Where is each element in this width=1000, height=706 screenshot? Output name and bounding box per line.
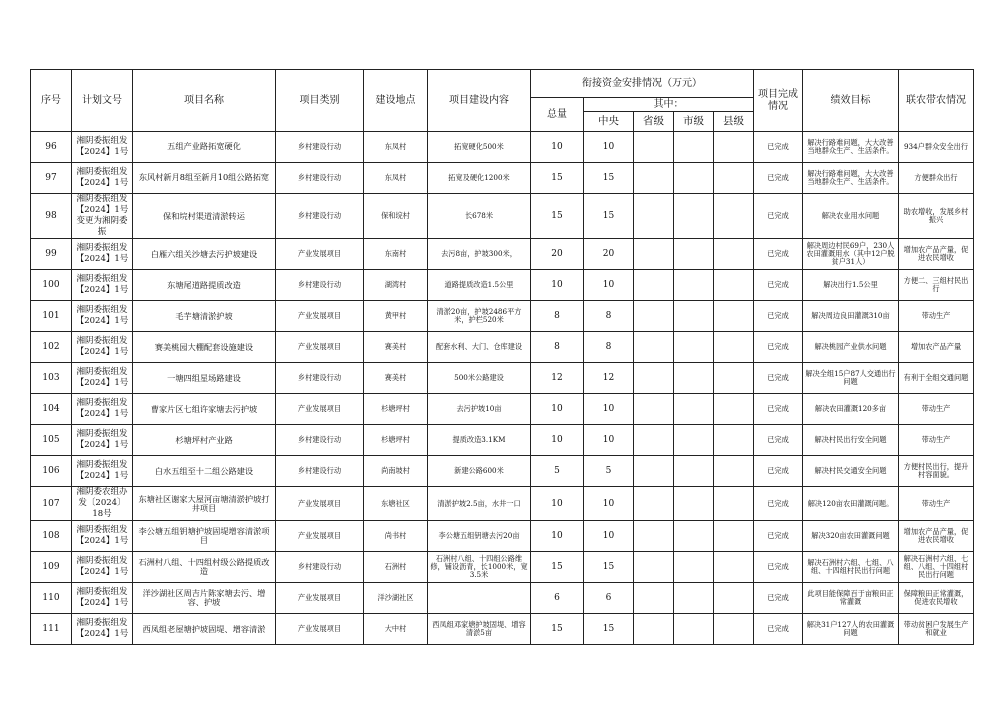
cell-municipal — [674, 487, 714, 521]
cell-linkage: 有利于全组交通问题 — [899, 363, 974, 394]
cell-provincial — [634, 394, 674, 425]
cell-municipal — [674, 456, 714, 487]
cell-project-type: 产业发展项目 — [276, 301, 364, 332]
cell-project-name: 杉塘坪村产业路 — [133, 425, 276, 456]
cell-project-type: 产业发展项目 — [276, 583, 364, 614]
cell-project-type: 产业发展项目 — [276, 614, 364, 645]
cell-central: 8 — [584, 332, 634, 363]
cell-completion: 已完成 — [754, 456, 803, 487]
cell-goal: 解决周边良田灌溉310亩 — [803, 301, 899, 332]
table-row — [31, 583, 974, 614]
cell-municipal — [674, 363, 714, 394]
cell-total: 8 — [531, 332, 584, 363]
cell-project-type: 乡村建设行动 — [276, 163, 364, 194]
cell-completion: 已完成 — [754, 239, 803, 270]
cell-provincial — [634, 583, 674, 614]
cell-total: 8 — [531, 301, 584, 332]
cell-project-type: 乡村建设行动 — [276, 552, 364, 583]
cell-municipal — [674, 270, 714, 301]
cell-total: 10 — [531, 425, 584, 456]
cell-central: 10 — [584, 487, 634, 521]
cell-seq: 103 — [31, 363, 72, 394]
cell-location: 东南村 — [364, 239, 428, 270]
cell-county — [714, 239, 754, 270]
cell-seq: 109 — [31, 552, 72, 583]
cell-goal: 解决周边村民69户，230人农田灌溉用水（其中12户脱贫户31人） — [803, 239, 899, 270]
cell-county — [714, 270, 754, 301]
cell-central: 20 — [584, 239, 634, 270]
cell-project-type: 产业发展项目 — [276, 521, 364, 552]
cell-goal: 解决行路难问题，大大改善当地群众生产、生活条件。 — [803, 163, 899, 194]
cell-goal: 此项目能保障百于亩粮田正常灌溉 — [803, 583, 899, 614]
cell-seq: 100 — [31, 270, 72, 301]
cell-plan-doc: 湘阴委振组发【2024】1号 — [72, 363, 133, 394]
cell-content: 清淤20亩，护坡2486平方米，护栏520米 — [428, 301, 531, 332]
cell-content: 拓宽及硬化1200米 — [428, 163, 531, 194]
cell-goal: 解决120亩农田灌溉问题。 — [803, 487, 899, 521]
header-goal: 绩效目标 — [803, 70, 899, 132]
cell-plan-doc: 湘阴委振组发【2024】1号 — [72, 552, 133, 583]
cell-seq: 101 — [31, 301, 72, 332]
cell-central: 10 — [584, 394, 634, 425]
cell-provincial — [634, 194, 674, 239]
project-table-sheet — [30, 69, 973, 645]
cell-central: 5 — [584, 456, 634, 487]
cell-linkage: 保障粮田正常灌溉，促进农民增收 — [899, 583, 974, 614]
cell-content: 西凤组邓家塘护坡固堤、增容清淤5亩 — [428, 614, 531, 645]
header-provincial: 省级 — [634, 112, 674, 132]
cell-municipal — [674, 552, 714, 583]
cell-location: 赛美村 — [364, 332, 428, 363]
cell-total: 15 — [531, 163, 584, 194]
cell-linkage: 带动贫困户发展生产和就业 — [899, 614, 974, 645]
cell-seq: 99 — [31, 239, 72, 270]
cell-plan-doc: 湘阴委振组发【2024】1号变更为湘阴委振 — [72, 194, 133, 239]
cell-county — [714, 552, 754, 583]
cell-project-name: 毛芋塘清淤护坡 — [133, 301, 276, 332]
cell-project-name: 东风村新月8组至新月10组公路拓宽 — [133, 163, 276, 194]
header-completion: 项目完成情况 — [754, 70, 803, 132]
cell-plan-doc: 湘阴委振组发【2024】1号 — [72, 132, 133, 163]
cell-goal: 解决石洲村六组、七组、八组、十四组村民出行问题 — [803, 552, 899, 583]
cell-plan-doc: 湘阴委振组发【2024】1号 — [72, 239, 133, 270]
cell-location: 东塘社区 — [364, 487, 428, 521]
cell-municipal — [674, 425, 714, 456]
cell-completion: 已完成 — [754, 521, 803, 552]
cell-project-type: 乡村建设行动 — [276, 456, 364, 487]
cell-provincial — [634, 270, 674, 301]
cell-content: 去污8亩，护坡300米， — [428, 239, 531, 270]
cell-central: 15 — [584, 163, 634, 194]
cell-seq: 107 — [31, 487, 72, 521]
cell-content — [428, 583, 531, 614]
cell-central: 10 — [584, 425, 634, 456]
header-content: 项目建设内容 — [428, 70, 531, 132]
cell-project-name: 西凤组老屋塘护坡固堤、增容清淤 — [133, 614, 276, 645]
header-fund-group: 衔接资金安排情况（万元） — [531, 70, 754, 98]
cell-provincial — [634, 425, 674, 456]
cell-linkage: 带动生产 — [899, 394, 974, 425]
cell-location: 杉塘坪村 — [364, 394, 428, 425]
table-row — [31, 163, 974, 194]
header-of-which: 其中： — [584, 98, 754, 112]
cell-project-name: 赛美桃园大棚配套设施建设 — [133, 332, 276, 363]
header-project-type: 项目类别 — [276, 70, 364, 132]
cell-total: 10 — [531, 521, 584, 552]
cell-county — [714, 163, 754, 194]
cell-project-name: 白水五组至十二组公路建设 — [133, 456, 276, 487]
cell-goal: 解决农业用水问题 — [803, 194, 899, 239]
cell-location: 尚书村 — [364, 521, 428, 552]
cell-plan-doc: 湘阴委农组办发〔2024〕18号 — [72, 487, 133, 521]
cell-goal: 解决出行1.5公里 — [803, 270, 899, 301]
cell-project-type: 产业发展项目 — [276, 394, 364, 425]
cell-central: 6 — [584, 583, 634, 614]
cell-project-name: 一塘四组星场路建设 — [133, 363, 276, 394]
cell-content: 提质改造3.1KM — [428, 425, 531, 456]
cell-plan-doc: 湘阴委振组发【2024】1号 — [72, 425, 133, 456]
cell-county — [714, 194, 754, 239]
cell-completion: 已完成 — [754, 614, 803, 645]
cell-completion: 已完成 — [754, 487, 803, 521]
cell-seq: 102 — [31, 332, 72, 363]
cell-plan-doc: 湘阴委振组发【2024】1号 — [72, 270, 133, 301]
cell-project-name: 东塘尾道路提质改造 — [133, 270, 276, 301]
cell-central: 15 — [584, 614, 634, 645]
cell-plan-doc: 湘阴委振组发【2024】1号 — [72, 301, 133, 332]
cell-linkage: 带动生产 — [899, 487, 974, 521]
header-location: 建设地点 — [364, 70, 428, 132]
cell-provincial — [634, 332, 674, 363]
table-row — [31, 456, 974, 487]
cell-central: 12 — [584, 363, 634, 394]
cell-provincial — [634, 487, 674, 521]
cell-project-type: 乡村建设行动 — [276, 132, 364, 163]
cell-plan-doc: 湘阴委振组发【2024】1号 — [72, 614, 133, 645]
cell-total: 10 — [531, 394, 584, 425]
cell-content: 清淤护坡2.5亩，水井一口 — [428, 487, 531, 521]
cell-plan-doc: 湘阴委振组发【2024】1号 — [72, 163, 133, 194]
cell-linkage: 带动生产 — [899, 301, 974, 332]
cell-content: 新建公路600米 — [428, 456, 531, 487]
cell-content: 长678米 — [428, 194, 531, 239]
cell-completion: 已完成 — [754, 270, 803, 301]
cell-county — [714, 332, 754, 363]
cell-total: 20 — [531, 239, 584, 270]
table-row — [31, 394, 974, 425]
cell-content: 配套水利、大门、仓库建设 — [428, 332, 531, 363]
cell-central: 15 — [584, 194, 634, 239]
cell-county — [714, 394, 754, 425]
project-funding-table — [30, 69, 974, 645]
header-plan-doc: 计划文号 — [72, 70, 133, 132]
table-row — [31, 301, 974, 332]
header-total: 总量 — [531, 98, 584, 132]
cell-central: 10 — [584, 521, 634, 552]
cell-plan-doc: 湘阴委振组发【2024】1号 — [72, 332, 133, 363]
cell-project-type: 乡村建设行动 — [276, 194, 364, 239]
cell-project-name: 保和垸村渠道清淤转运 — [133, 194, 276, 239]
cell-seq: 108 — [31, 521, 72, 552]
table-row — [31, 487, 974, 521]
cell-location: 保和垸村 — [364, 194, 428, 239]
cell-municipal — [674, 301, 714, 332]
cell-plan-doc: 湘阴委振组发【2024】1号 — [72, 456, 133, 487]
cell-goal: 解决村民出行安全问题 — [803, 425, 899, 456]
cell-project-type: 乡村建设行动 — [276, 270, 364, 301]
cell-linkage: 方便村民出行，提升村容面貌。 — [899, 456, 974, 487]
cell-project-type: 产业发展项目 — [276, 239, 364, 270]
cell-content: 道路提质改造1.5公里 — [428, 270, 531, 301]
cell-location: 赛美村 — [364, 363, 428, 394]
cell-completion: 已完成 — [754, 194, 803, 239]
cell-location: 东凤村 — [364, 163, 428, 194]
table-row — [31, 239, 974, 270]
cell-seq: 104 — [31, 394, 72, 425]
cell-central: 10 — [584, 132, 634, 163]
table-row — [31, 270, 974, 301]
cell-linkage: 934户群众安全出行 — [899, 132, 974, 163]
cell-provincial — [634, 363, 674, 394]
cell-municipal — [674, 394, 714, 425]
cell-project-type: 乡村建设行动 — [276, 425, 364, 456]
cell-plan-doc: 湘阴委振组发【2024】1号 — [72, 394, 133, 425]
cell-goal: 解决行路难问题，大大改善当地群众生产、生活条件。 — [803, 132, 899, 163]
cell-county — [714, 456, 754, 487]
cell-county — [714, 132, 754, 163]
header-linkage: 联农带农情况 — [899, 70, 974, 132]
cell-project-name: 洋沙湖社区周吉片陈家塘去污、增容、护坡 — [133, 583, 276, 614]
cell-municipal — [674, 521, 714, 552]
cell-total: 6 — [531, 583, 584, 614]
cell-provincial — [634, 301, 674, 332]
cell-linkage: 带动生产 — [899, 425, 974, 456]
cell-location: 东凤村 — [364, 132, 428, 163]
cell-goal: 解决农田灌溉120多亩 — [803, 394, 899, 425]
cell-linkage: 增加农产品产量，促进农民增收 — [899, 521, 974, 552]
table-row — [31, 363, 974, 394]
cell-location: 洋沙湖社区 — [364, 583, 428, 614]
cell-provincial — [634, 163, 674, 194]
cell-location: 大中村 — [364, 614, 428, 645]
cell-linkage: 助农增收，发展乡村振兴 — [899, 194, 974, 239]
cell-goal: 解决全组15户87人交通出行问题 — [803, 363, 899, 394]
cell-completion: 已完成 — [754, 552, 803, 583]
cell-location: 黄甲村 — [364, 301, 428, 332]
table-header — [31, 70, 974, 132]
cell-linkage: 解决石洲村六组、七组、八组、十四组村民出行问题 — [899, 552, 974, 583]
cell-county — [714, 583, 754, 614]
cell-location: 石洲村 — [364, 552, 428, 583]
cell-seq: 110 — [31, 583, 72, 614]
cell-goal: 解决桃园产业供水问题 — [803, 332, 899, 363]
cell-municipal — [674, 163, 714, 194]
table-row — [31, 194, 974, 239]
cell-completion: 已完成 — [754, 583, 803, 614]
cell-total: 10 — [531, 487, 584, 521]
cell-provincial — [634, 456, 674, 487]
table-row — [31, 614, 974, 645]
cell-content: 500米公路建设 — [428, 363, 531, 394]
cell-location: 杉塘坪村 — [364, 425, 428, 456]
table-row — [31, 332, 974, 363]
cell-county — [714, 614, 754, 645]
cell-project-name: 五组产业路拓宽硬化 — [133, 132, 276, 163]
cell-seq: 106 — [31, 456, 72, 487]
header-seq: 序号 — [31, 70, 72, 132]
table-body — [31, 132, 974, 645]
cell-goal: 解决村民交通安全问题 — [803, 456, 899, 487]
cell-completion: 已完成 — [754, 425, 803, 456]
cell-plan-doc: 湘阴委振组发【2024】1号 — [72, 583, 133, 614]
cell-municipal — [674, 614, 714, 645]
cell-provincial — [634, 521, 674, 552]
cell-project-type: 乡村建设行动 — [276, 363, 364, 394]
cell-total: 10 — [531, 132, 584, 163]
cell-municipal — [674, 239, 714, 270]
cell-seq: 97 — [31, 163, 72, 194]
cell-linkage: 方便群众出行 — [899, 163, 974, 194]
cell-central: 15 — [584, 552, 634, 583]
cell-total: 5 — [531, 456, 584, 487]
cell-total: 15 — [531, 614, 584, 645]
table-row — [31, 425, 974, 456]
cell-municipal — [674, 332, 714, 363]
cell-linkage: 增加农产品产量，促进农民增收 — [899, 239, 974, 270]
cell-total: 12 — [531, 363, 584, 394]
cell-completion: 已完成 — [754, 332, 803, 363]
table-row — [31, 521, 974, 552]
cell-project-name: 曹家片区七组许家塘去污护坡 — [133, 394, 276, 425]
cell-location: 尚南坡村 — [364, 456, 428, 487]
table-row — [31, 132, 974, 163]
cell-central: 8 — [584, 301, 634, 332]
cell-completion: 已完成 — [754, 301, 803, 332]
cell-total: 15 — [531, 194, 584, 239]
cell-provincial — [634, 239, 674, 270]
cell-goal: 解决320亩农田灌溉问题 — [803, 521, 899, 552]
cell-project-name: 李公塘五组钥塘护坡固堤增容清淤项目 — [133, 521, 276, 552]
cell-county — [714, 425, 754, 456]
cell-project-name: 石洲村八组、十四组村级公路提质改造 — [133, 552, 276, 583]
header-project-name: 项目名称 — [133, 70, 276, 132]
cell-county — [714, 487, 754, 521]
cell-goal: 解决31户127人的农田灌溉问题 — [803, 614, 899, 645]
cell-completion: 已完成 — [754, 132, 803, 163]
cell-provincial — [634, 132, 674, 163]
cell-county — [714, 301, 754, 332]
cell-location: 湖湾村 — [364, 270, 428, 301]
cell-content: 拓宽硬化500米 — [428, 132, 531, 163]
cell-seq: 111 — [31, 614, 72, 645]
header-municipal: 市级 — [674, 112, 714, 132]
cell-provincial — [634, 552, 674, 583]
header-county: 县级 — [714, 112, 754, 132]
cell-completion: 已完成 — [754, 163, 803, 194]
cell-project-name: 白雁六组关沙塘去污护坡建设 — [133, 239, 276, 270]
cell-seq: 105 — [31, 425, 72, 456]
cell-total: 15 — [531, 552, 584, 583]
cell-linkage: 增加农产品产量 — [899, 332, 974, 363]
table-row — [31, 552, 974, 583]
cell-seq: 98 — [31, 194, 72, 239]
cell-central: 10 — [584, 270, 634, 301]
cell-content: 去污护坡10亩 — [428, 394, 531, 425]
cell-county — [714, 363, 754, 394]
cell-county — [714, 521, 754, 552]
cell-seq: 96 — [31, 132, 72, 163]
cell-municipal — [674, 194, 714, 239]
cell-completion: 已完成 — [754, 363, 803, 394]
cell-total: 10 — [531, 270, 584, 301]
cell-provincial — [634, 614, 674, 645]
cell-project-type: 产业发展项目 — [276, 332, 364, 363]
cell-content: 石洲村八组、十四组公路维修，铺设沥青，长1000米，宽3.5米 — [428, 552, 531, 583]
header-central: 中央 — [584, 112, 634, 132]
cell-project-type: 产业发展项目 — [276, 487, 364, 521]
cell-project-name: 东塘社区谢家大屋河亩塘清淤护坡打井项目 — [133, 487, 276, 521]
cell-completion: 已完成 — [754, 394, 803, 425]
cell-municipal — [674, 583, 714, 614]
cell-content: 李公塘五组钥塘去污20亩 — [428, 521, 531, 552]
cell-municipal — [674, 132, 714, 163]
cell-plan-doc: 湘阴委振组发【2024】1号 — [72, 521, 133, 552]
cell-linkage: 方便二、三组村民出行 — [899, 270, 974, 301]
